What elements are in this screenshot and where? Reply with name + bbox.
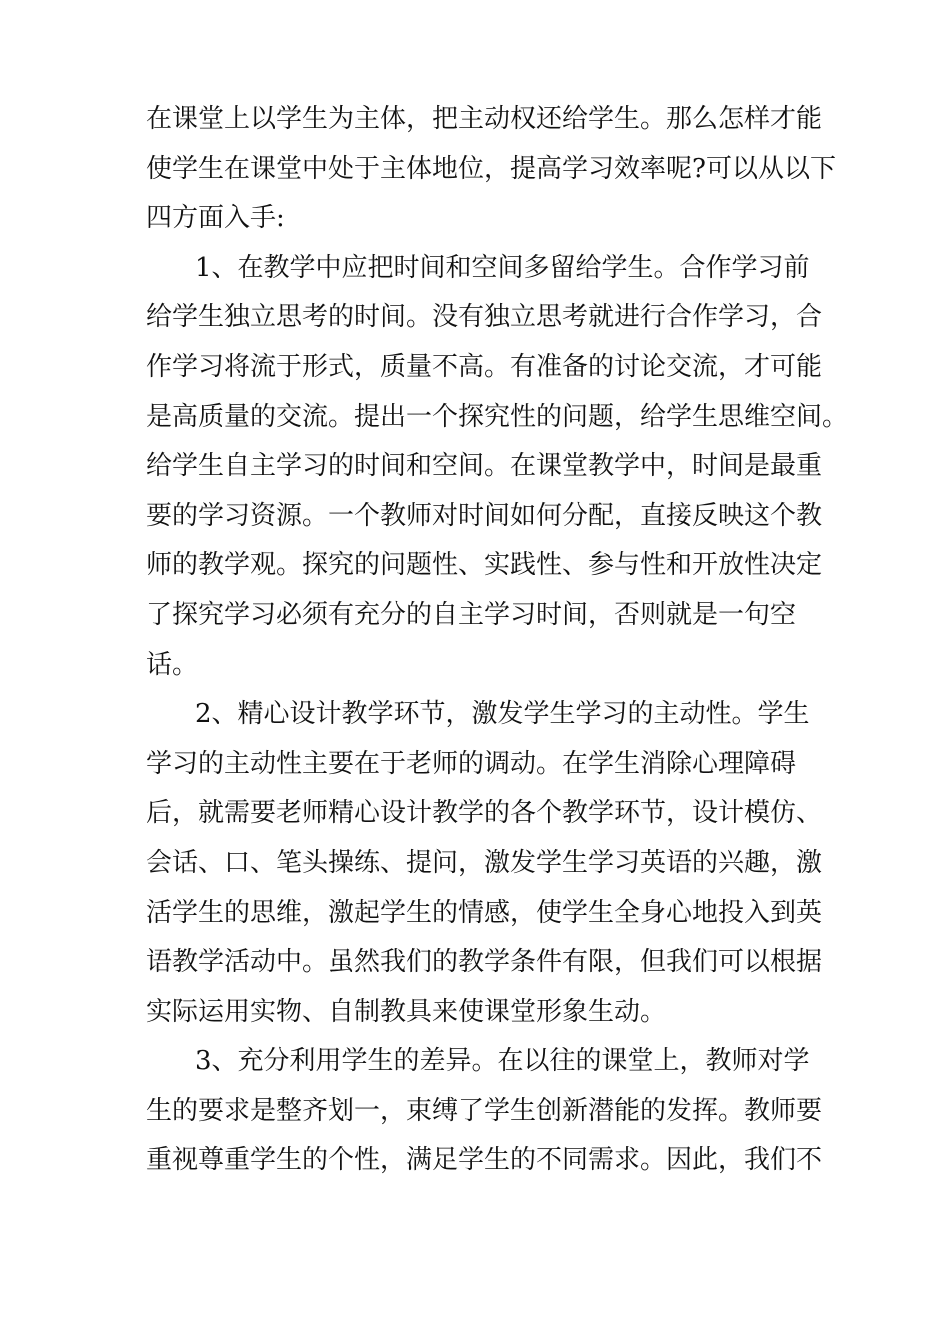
text-line: 给学生独立思考的时间。没有独立思考就进行合作学习，合 xyxy=(146,302,823,333)
text-line: 活学生的思维，激起学生的情感，使学生全身心地投入到英 xyxy=(146,897,823,928)
text-line: 语教学活动中。虽然我们的教学条件有限，但我们可以根据 xyxy=(146,947,823,978)
text-line: 会话、口、笔头操练、提问，激发学生学习英语的兴趣，激 xyxy=(146,847,823,878)
text-line: 在课堂上以学生为主体，把主动权还给学生。那么怎样才能 xyxy=(146,104,823,134)
text-line: 四方面入手: xyxy=(146,203,285,234)
text-line: 要的学习资源。一个教师对时间如何分配，直接反映这个教 xyxy=(146,500,823,531)
text-line: 学习的主动性主要在于老师的调动。在学生消除心理障碍 xyxy=(146,748,797,779)
text-line: 给学生自主学习的时间和空间。在课堂教学中，时间是最重 xyxy=(146,451,823,482)
text-line: 使学生在课堂中处于主体地位，提高学习效率呢?可以从以下 xyxy=(146,153,836,184)
text-line: 重视尊重学生的个性，满足学生的不同需求。因此，我们不 xyxy=(146,1145,823,1176)
text-line: 后，就需要老师精心设计教学的各个教学环节，设计模仿、 xyxy=(146,798,823,829)
text-line: 作学习将流于形式，质量不高。有准备的讨论交流，才可能 xyxy=(146,351,823,382)
text-line: 师的教学观。探究的问题性、实践性、参与性和开放性决定 xyxy=(146,550,823,581)
text-line: 是高质量的交流。提出一个探究性的问题，给学生思维空间。 xyxy=(146,401,849,432)
paragraph-3-first-line: 3、充分利用学生的差异。在以往的课堂上，教师对学 xyxy=(195,1046,810,1077)
body-text xyxy=(146,95,849,1186)
text-line: 了探究学习必须有充分的自主学习时间，否则就是一句空 xyxy=(146,599,797,630)
text-line: 话。 xyxy=(146,649,199,680)
paragraph-1-first-line: 1、在教学中应把时间和空间多留给学生。合作学习前 xyxy=(195,252,810,283)
text-line: 生的要求是整齐划一，束缚了学生创新潜能的发挥。教师要 xyxy=(146,1095,823,1126)
paragraph-2-first-line: 2、精心设计教学环节，激发学生学习的主动性。学生 xyxy=(195,699,810,730)
text-line: 实际运用实物、自制教具来使课堂形象生动。 xyxy=(146,996,667,1027)
